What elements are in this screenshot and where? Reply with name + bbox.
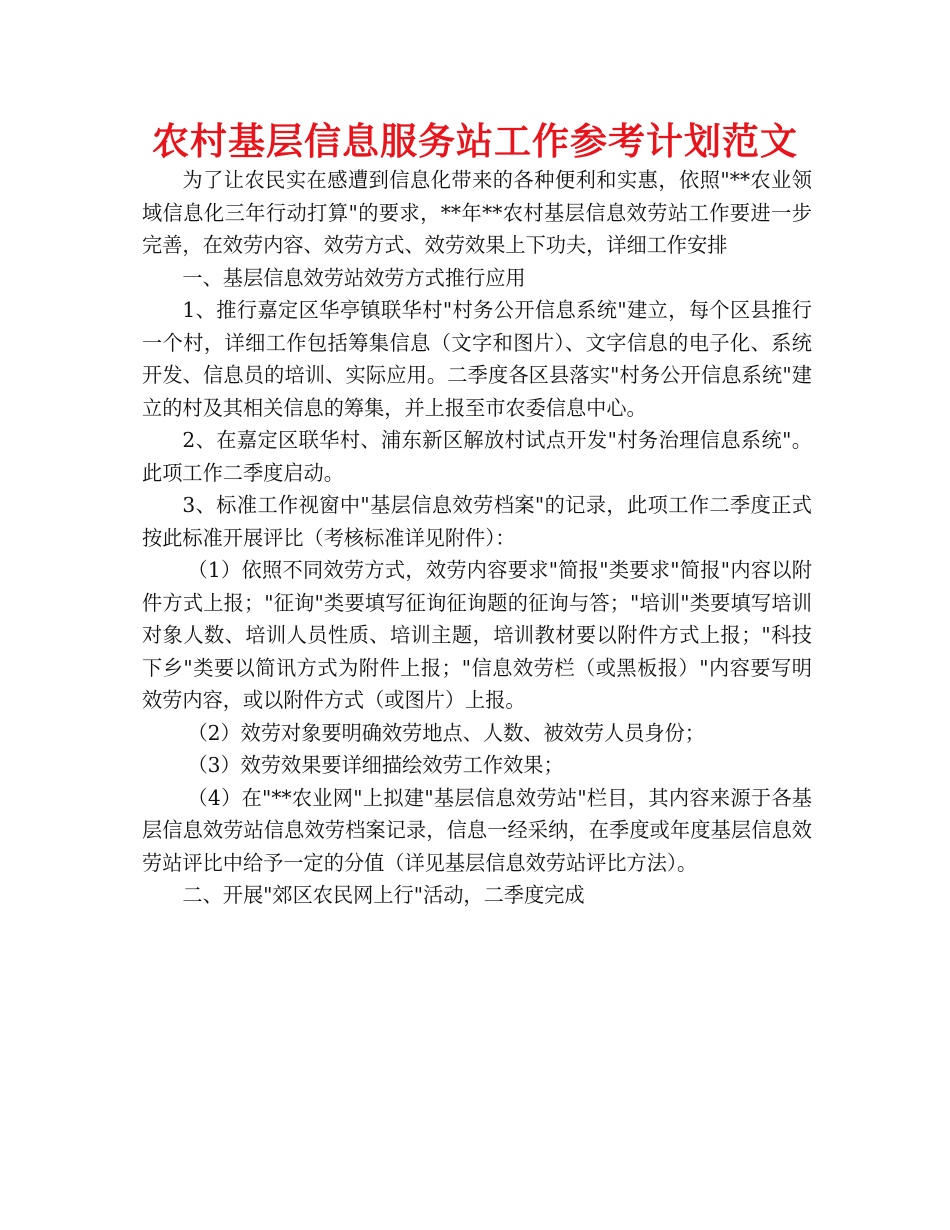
sub-item-1: （1）依照不同效劳方式，效劳内容要求"简报"类要求"简报"内容以附件方式上报；"征询"类要填写征询征询题的征询与答；"培训"类要填写培训对象人数、培训人员性质、培训主题，培训教材要以附件方式上报；"科技下乡"类要以简讯方式为附件上报；"信息效劳栏（或黑板报）"内容要写明效劳内容，或以附件方式（或图片）上报。 [142,558,812,712]
sub-item-4: （4）在"**农业网"上拟建"基层信息效劳站"栏目，其内容来源于各基层信息效劳站信息效劳档案记录，信息一经采纳，在季度或年度基层信息效劳站评比中给予一定的分值（详见基层信息效劳站评比方法）。 [142,785,812,875]
sub-item-2: （2）效劳对象要明确效劳地点、人数、被效劳人员身份； [187,720,705,745]
intro-paragraph: 为了让农民实在感遭到信息化带来的各种便利和实惠，依照"**农业领域信息化三年行动打算"的要求，**年**农村基层信息效劳站工作要进一步完善，在效劳内容、效劳方式、效劳效果上下功夫，详细工作安排 [142,168,812,257]
numbered-paragraph-2: 2、在嘉定区联华村、浦东新区解放村试点开发"村务治理信息系统"。此项工作二季度启动。 [142,428,812,485]
numbered-paragraph-1: 1、推行嘉定区华亭镇联华村"村务公开信息系统"建立，每个区县推行一个村，详细工作包括筹集信息（文字和图片）、文字信息的电子化、系统开发、信息员的培训、实际应用。二季度各区县落实"村务公开信息系统"建立的村及其相关信息的筹集，并上报至市农委信息中心。 [142,298,812,420]
numbered-paragraph-3: 3、标准工作视窗中"基层信息效劳档案"的记录，此项工作二季度正式按此标准开展评比（考核标准详见附件）： [142,493,812,550]
section-heading-1: 一、基层信息效劳站效劳方式推行应用 [182,265,526,290]
document-title: 农村基层信息服务站工作参考计划范文 [152,120,798,163]
section-heading-2: 二、开展"郊区农民网上行"活动，二季度完成 [182,883,585,907]
sub-item-3: （3）效劳效果要详细描绘效劳工作效果； [187,753,564,777]
document-body [142,164,812,912]
